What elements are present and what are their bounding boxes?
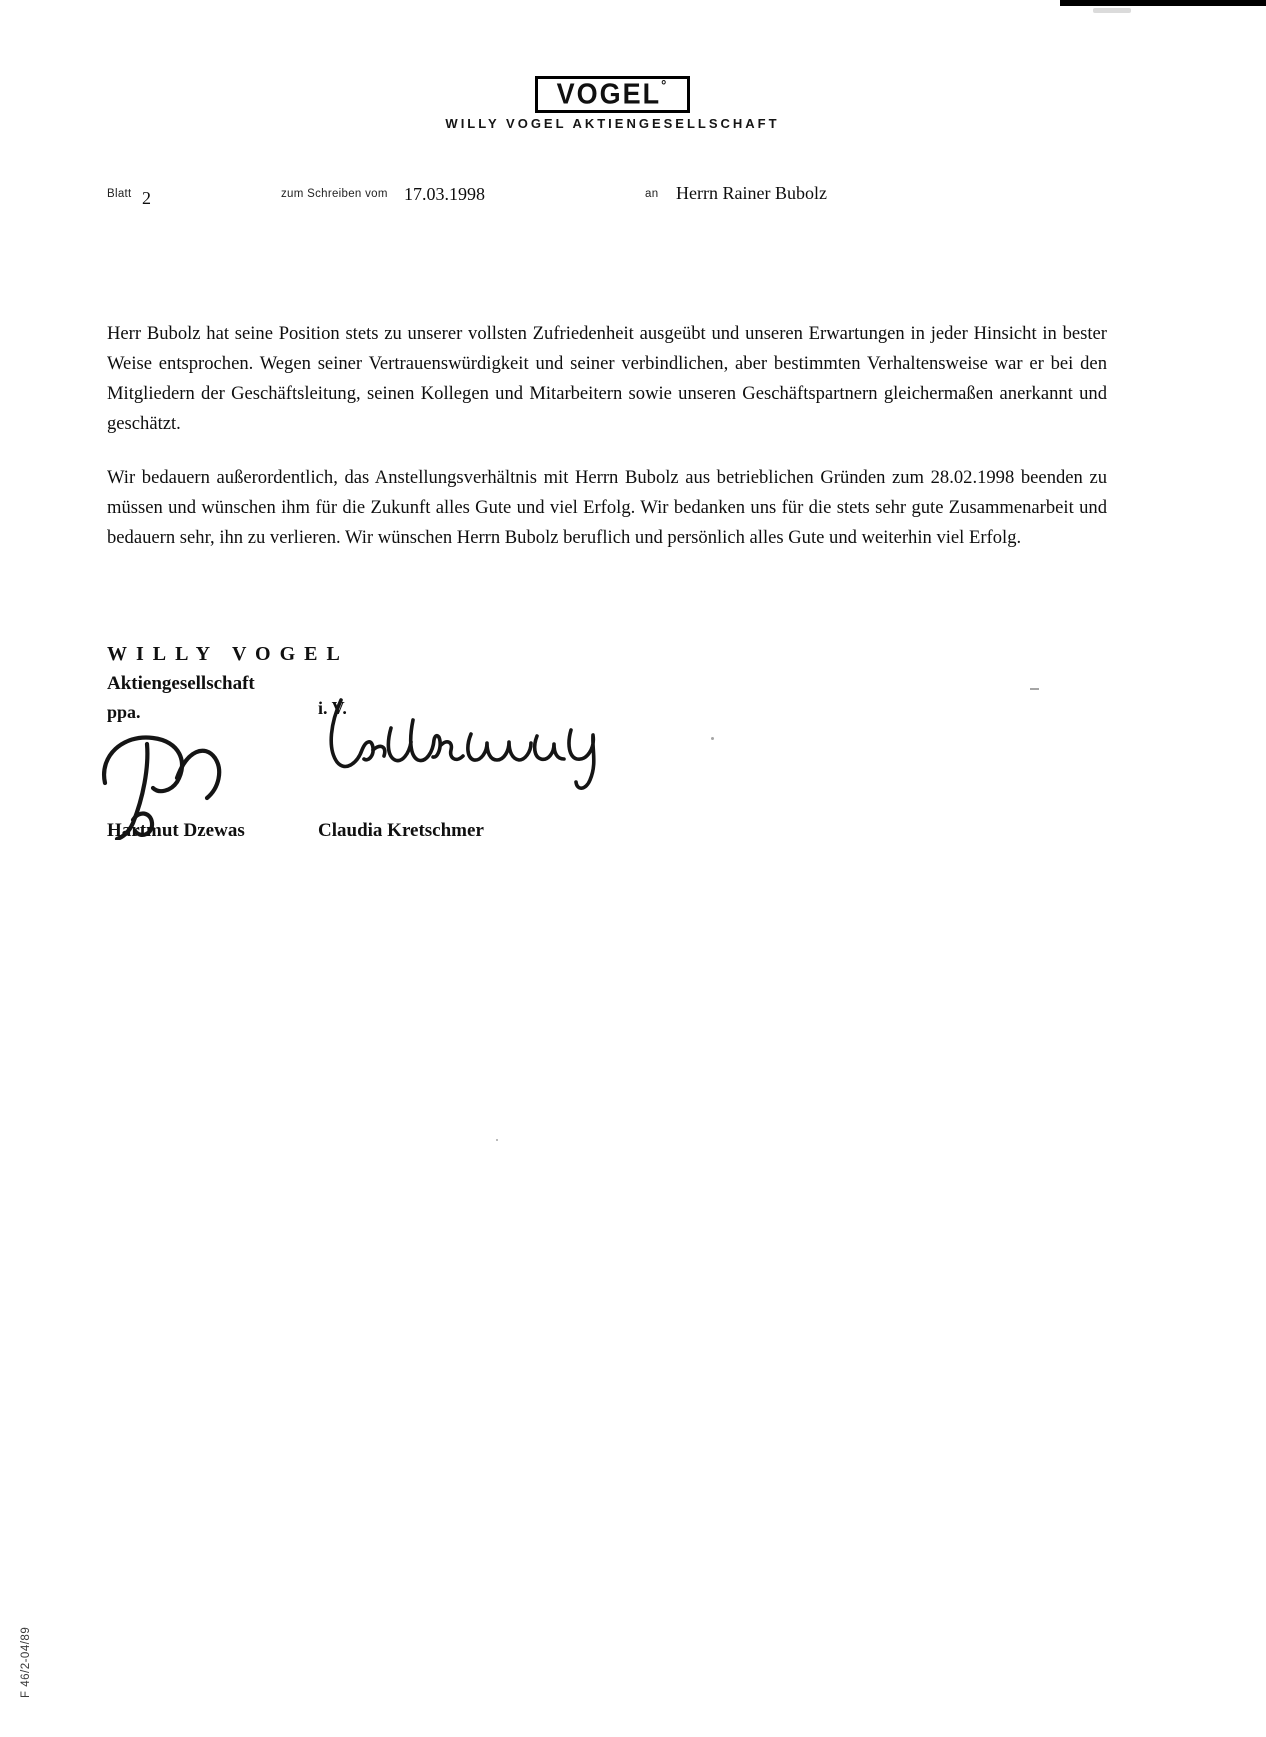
signatory-name-right: Claudia Kretschmer <box>318 820 484 841</box>
sheet-number: 2 <box>142 188 151 208</box>
date-label: zum Schreiben vom <box>281 188 388 200</box>
scan-artifact <box>1030 688 1039 690</box>
scan-artifact <box>496 1139 498 1141</box>
logo-wordmark: VOGEL° <box>556 77 669 110</box>
scan-artifact <box>711 737 714 740</box>
body-paragraph-2: Wir bedauern außerordentlich, das Anstellungsverhältnis mit Herrn Bubolz aus betrieblichen Gründen zum 28.02.1998 beenden zu müssen und wünschen ihm für die Zukunft alles Gute und viel Erfolg. Wir bedanken uns für die stets sehr gute Zusammenarbeit und bedauern sehr, ihn zu verlieren. Wir wünschen Herrn Bubolz beruflich und persönlich alles Gute und weiterhin viel Erfolg. <box>107 467 1107 548</box>
signature-prefix-iv: i. V. <box>318 698 347 718</box>
signatory-name-left: Hartmut Dzewas <box>107 820 245 841</box>
recipient-label: an <box>645 188 659 200</box>
scan-edge-bar <box>1060 0 1266 6</box>
signature-company-name: WILLY VOGEL <box>107 643 349 665</box>
sheet-label: Blatt <box>107 188 132 200</box>
signature-claudia-kretschmer <box>325 690 635 802</box>
signature-company-type: Aktiengesellschaft <box>107 673 255 694</box>
date-value: 17.03.1998 <box>404 184 485 204</box>
trademark-mark: ° <box>661 77 669 93</box>
scan-artifact <box>1093 8 1131 13</box>
recipient-value: Herrn Rainer Bubolz <box>676 183 827 203</box>
form-number: F 46/2-04/89 <box>20 1626 32 1698</box>
company-logo <box>535 76 690 113</box>
body-paragraph-1: Herr Bubolz hat seine Position stets zu unserer vollsten Zufriedenheit ausgeübt und unseren Erwartungen in jeder Hinsicht in bester Weise entsprochen. Wegen seiner Vertrauenswürdigkeit und seiner verbindlichen, aber bestimmten Verhaltensweise war er bei den Mitgliedern der Geschäftsleitung, seinen Kollegen und Mitarbeitern sowie unseren Geschäftspartnern gleichermaßen anerkannt und geschätzt. <box>107 323 1107 434</box>
signature-prefix-ppa: ppa. <box>107 702 141 722</box>
company-name-line: WILLY VOGEL AKTIENGESELLSCHAFT <box>445 116 780 131</box>
